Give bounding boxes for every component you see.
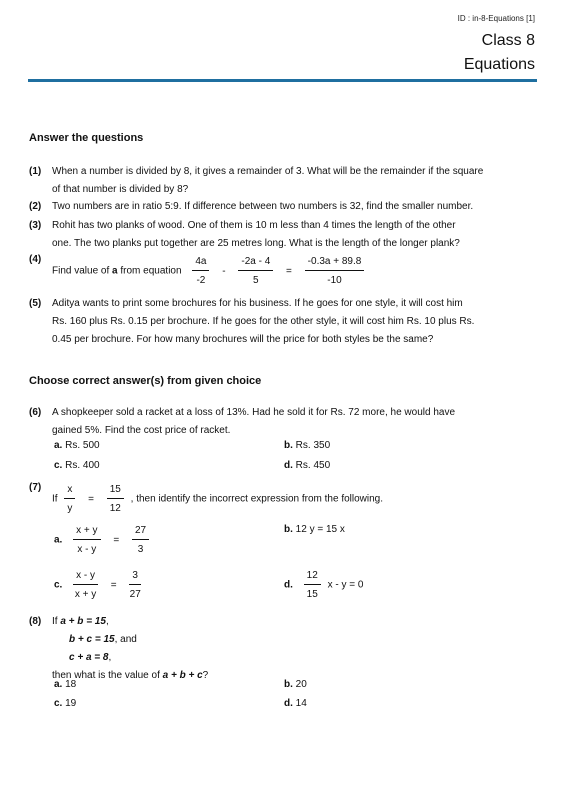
question-5 — [29, 295, 509, 349]
question-1 — [29, 163, 509, 199]
question-text: gained 5%. Find the cost price of racket. — [52, 425, 231, 436]
option-c[interactable]: c. 19 — [54, 698, 77, 709]
fraction: $\frac{3}{27}$ — [129, 570, 141, 600]
operator: - — [222, 265, 226, 277]
option-b[interactable]: b. Rs. 350 — [284, 440, 331, 451]
option-c[interactable]: c. $\frac{x - y}{x + y}$ = $\frac{3}{27}$ — [54, 570, 141, 600]
question-number: (8) — [29, 616, 42, 627]
question-4 — [29, 253, 509, 287]
question-8: (8) If a + b = 15, b + c = 15, and c + a = 8, then what is the value of a + b + c? — [29, 613, 509, 685]
question-3 — [29, 217, 509, 253]
equation: a + b = 15 — [60, 616, 106, 627]
question-number: (7) — [29, 482, 42, 493]
fraction: $\frac{x + y}{x - y}$ — [73, 524, 100, 556]
question-text: A shopkeeper sold a racket at a loss of 13%. Had he sold it for Rs. 72 more, he would have — [52, 407, 456, 418]
question-text: Rohit has two planks of wood. One of them is 10 m less than 4 times the length of the other — [52, 220, 456, 231]
question-text: Find value of — [52, 265, 110, 277]
question-text: , then identify the incorrect expression from the following. — [130, 493, 384, 505]
fraction: $\frac{-0.3a + 89.8}{-10}$ — [305, 255, 365, 287]
fraction: $\frac{x}{y}$ — [64, 483, 75, 515]
operator: = — [286, 265, 292, 277]
question-text: Two numbers are in ratio 5:9. If difference between two numbers is 32, find the smaller number. — [52, 201, 474, 212]
question-number: (4) — [29, 254, 42, 265]
question-7: (7) If $\frac{x}{y}$ = $\frac{15}{12}$ , then identify the incorrect expression from the following. — [29, 482, 384, 514]
question-text: Rs. 160 plus Rs. 0.15 per brochure. If he goes for the other style, it will cost him Rs. 10 plus Rs. — [52, 316, 475, 327]
equation: c + a = 8 — [69, 652, 109, 663]
question-text: of that number is divided by 8? — [52, 184, 189, 195]
class-label: Class 8 — [481, 32, 535, 49]
header-divider — [28, 79, 537, 82]
option-d[interactable]: d. 14 — [284, 698, 307, 709]
question-text: one. The two planks put together are 25 metres long. What is the length of the longer plank? — [52, 238, 460, 249]
question-number: (6) — [29, 407, 42, 418]
option-a[interactable]: a. $\frac{x + y}{x - y}$ = $\frac{27}{3}$ — [54, 524, 153, 556]
question-text: 0.45 per brochure. For how many brochures will the price for both styles be the same? — [52, 334, 434, 345]
question-text: from equation — [120, 265, 182, 277]
question-number: (3) — [29, 220, 42, 231]
question-2 — [29, 198, 509, 216]
question-number: (1) — [29, 166, 42, 177]
equation: b + c = 15 — [69, 634, 115, 645]
topic-title: Equations — [463, 56, 535, 73]
fraction: $\frac{27}{3}$ — [132, 524, 149, 556]
option-a[interactable]: a. 18 — [54, 679, 77, 690]
question-text: Aditya wants to print some brochures for his business. If he goes for one style, it will cost him — [52, 298, 463, 309]
question-number: (5) — [29, 298, 42, 309]
section-title-answer: Answer the questions — [29, 132, 144, 144]
operator: = — [88, 493, 94, 505]
fraction: $\frac{4a}{-2}$ — [192, 255, 209, 287]
variable: a — [112, 265, 118, 277]
question-text: When a number is divided by 8, it gives a remainder of 3. What will be the remainder if the square — [52, 166, 484, 177]
option-d[interactable]: d. Rs. 450 — [284, 460, 331, 471]
question-6 — [29, 404, 509, 440]
option-c[interactable]: c. Rs. 400 — [54, 460, 100, 471]
fraction: $\frac{12}{15}$ — [304, 569, 321, 601]
expression: a + b + c — [162, 670, 203, 681]
worksheet-id: ID : in-8-Equations [1] — [457, 14, 535, 23]
fraction: $\frac{x - y}{x + y}$ — [74, 570, 97, 600]
option-b[interactable]: b. 20 — [284, 679, 307, 690]
option-a[interactable]: a. Rs. 500 — [54, 440, 100, 451]
option-b[interactable]: b. 12 y = 15 x — [284, 524, 345, 535]
fraction: $\frac{15}{12}$ — [107, 483, 124, 515]
section-title-choose: Choose correct answer(s) from given choice — [29, 375, 262, 387]
fraction: $\frac{-2a - 4}{5}$ — [238, 255, 273, 287]
question-number: (2) — [29, 201, 42, 212]
option-d[interactable]: d. $\frac{12}{15}$ x - y = 0 — [284, 570, 364, 600]
